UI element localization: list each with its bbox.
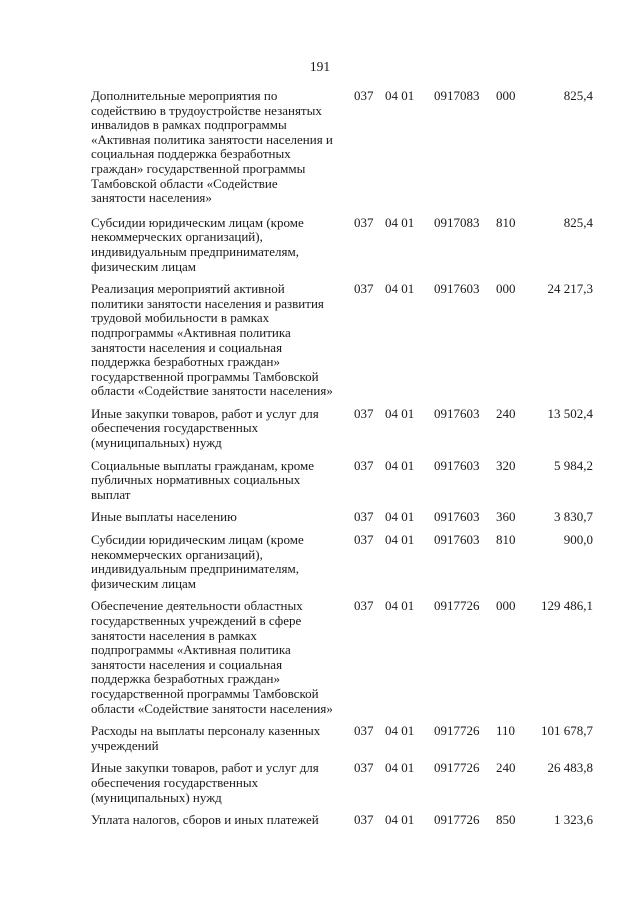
expense-name-line: некоммерческих организаций), xyxy=(91,546,263,562)
expense-name-line: занятости населения в рамках xyxy=(91,627,257,643)
expense-name-line: Иные закупки товаров, работ и услуг для xyxy=(91,405,319,421)
expense-name-line: поддержка безработных граждан» xyxy=(91,671,280,687)
table-row xyxy=(91,599,593,716)
ministry-code: 037 xyxy=(354,88,374,103)
expense-name-line: государственной программы Тамбовской xyxy=(91,685,319,701)
section-code: 04 01 xyxy=(385,214,415,230)
ministry-code: 037 xyxy=(354,598,374,614)
amount-value: 13 502,4 xyxy=(547,405,593,421)
section-code: 04 01 xyxy=(385,598,415,614)
expense-name-line: политики занятости населения и развития xyxy=(91,295,324,311)
table-row xyxy=(91,407,593,451)
expense-name xyxy=(91,813,349,828)
section-code: 04 01 xyxy=(385,281,415,297)
expense-name-line: государственных учреждений в сфере xyxy=(91,613,302,628)
page-number: 191 xyxy=(309,59,331,74)
table-row xyxy=(91,510,593,525)
section-code: 04 01 xyxy=(385,532,415,548)
section-code: 04 01 xyxy=(385,812,415,828)
amount-value: 1 323,6 xyxy=(554,812,593,828)
table-row xyxy=(91,89,593,206)
expense-name xyxy=(91,761,349,805)
expense-name-line: Социальные выплаты гражданам, кроме xyxy=(91,457,314,473)
expense-type-code: 320 xyxy=(496,457,516,473)
section-code: 04 01 xyxy=(385,509,415,525)
expense-name-line: Обеспечение деятельности областных xyxy=(91,598,303,614)
table-row xyxy=(91,533,593,591)
expense-name-line: Субсидии юридическим лицам (кроме xyxy=(91,532,304,548)
ministry-code: 037 xyxy=(354,723,374,739)
expense-type-code: 110 xyxy=(496,723,516,739)
ministry-code: 037 xyxy=(354,760,374,776)
table-row xyxy=(91,761,593,805)
amount-value: 900,0 xyxy=(563,532,593,548)
amount-value: 5 984,2 xyxy=(554,457,593,473)
expense-name xyxy=(91,89,349,206)
table-row xyxy=(91,813,593,828)
amount-value: 26 483,8 xyxy=(547,760,593,776)
amount-value: 24 217,3 xyxy=(547,281,593,297)
article-code: 0917603 xyxy=(434,281,480,297)
expense-name-line: индивидуальным предпринимателям, xyxy=(91,561,299,577)
article-code: 0917726 xyxy=(434,812,480,828)
expense-name-line: Субсидии юридическим лицам (кроме xyxy=(91,214,304,230)
ministry-code: 037 xyxy=(354,509,374,525)
expense-name-line: физическим лицам xyxy=(91,258,197,274)
expense-type-code: 360 xyxy=(496,509,516,525)
expense-name-line: Уплата налогов, сборов и иных платежей xyxy=(91,812,319,828)
expense-name xyxy=(91,216,349,274)
expense-type-code: 000 xyxy=(496,88,516,103)
expense-name xyxy=(91,510,349,525)
table-row xyxy=(91,724,593,753)
expense-name-line: социальная поддержка безработных xyxy=(91,146,291,162)
expense-name-line: области «Содействие занятости населения» xyxy=(91,700,333,716)
expense-name-line: выплат xyxy=(91,486,131,502)
expense-name-line: (муниципальных) нужд xyxy=(91,435,222,451)
ministry-code: 037 xyxy=(354,281,374,297)
expense-name-line: Иные выплаты населению xyxy=(91,509,237,525)
article-code: 0917726 xyxy=(434,760,480,776)
expense-name-line: индивидуальным предпринимателям, xyxy=(91,243,299,259)
ministry-code: 037 xyxy=(354,214,374,230)
section-code: 04 01 xyxy=(385,457,415,473)
expense-name xyxy=(91,282,349,399)
expense-type-code: 810 xyxy=(496,532,516,548)
expense-name-line: Иные закупки товаров, работ и услуг для xyxy=(91,760,319,776)
expense-name-line: Реализация мероприятий активной xyxy=(91,281,285,297)
table-row xyxy=(91,282,593,399)
expense-name-line: граждан» государственной программы xyxy=(91,160,306,176)
expense-name-line: занятости населения и социальная xyxy=(91,656,283,672)
amount-value: 825,4 xyxy=(563,214,593,230)
section-code: 04 01 xyxy=(385,88,415,103)
expense-name-line: государственной программы Тамбовской xyxy=(91,368,319,384)
expense-type-code: 240 xyxy=(496,760,516,776)
amount-value: 825,4 xyxy=(563,88,593,103)
expense-name xyxy=(91,599,349,716)
article-code: 0917603 xyxy=(434,457,480,473)
amount-value: 129 486,1 xyxy=(541,598,593,614)
expense-name xyxy=(91,724,349,753)
article-code: 0917603 xyxy=(434,509,480,525)
expense-name-line: Расходы на выплаты персоналу казенных xyxy=(91,723,321,739)
expense-type-code: 000 xyxy=(496,281,516,297)
expense-name-line: поддержка безработных граждан» xyxy=(91,354,280,370)
article-code: 0917726 xyxy=(434,598,480,614)
expense-name-line: физическим лицам xyxy=(91,575,197,591)
section-code: 04 01 xyxy=(385,723,415,739)
ministry-code: 037 xyxy=(354,405,374,421)
article-code: 0917603 xyxy=(434,405,480,421)
expense-name xyxy=(91,459,349,503)
expense-name-line: «Активная политика занятости населения и xyxy=(91,131,333,147)
budget-table xyxy=(91,89,593,828)
expense-name-line: учреждений xyxy=(91,737,159,753)
expense-name-line: занятости населения и социальная xyxy=(91,339,283,355)
expense-name xyxy=(91,533,349,591)
article-code: 0917603 xyxy=(434,532,480,548)
article-code: 0917083 xyxy=(434,88,480,103)
ministry-code: 037 xyxy=(354,532,374,548)
expense-name-line: инвалидов в рамках подпрограммы xyxy=(91,117,287,133)
expense-type-code: 850 xyxy=(496,812,516,828)
expense-name-line: публичных нормативных социальных xyxy=(91,472,301,488)
expense-name-line: подпрограммы «Активная политика xyxy=(91,642,291,658)
amount-value: 3 830,7 xyxy=(554,509,593,525)
expense-name-line: трудовой мобильности в рамках xyxy=(91,310,270,326)
expense-name-line: обеспечения государственных xyxy=(91,420,259,436)
expense-type-code: 240 xyxy=(496,405,516,421)
table-row xyxy=(91,216,593,274)
expense-name-line: содействию в трудоустройстве незанятых xyxy=(91,102,322,118)
expense-name-line: занятости населения» xyxy=(91,190,212,206)
article-code: 0917726 xyxy=(434,723,480,739)
expense-name-line: обеспечения государственных xyxy=(91,774,259,790)
expense-name-line: Тамбовской области «Содействие xyxy=(91,175,278,191)
expense-name-line: некоммерческих организаций), xyxy=(91,229,263,245)
section-code: 04 01 xyxy=(385,405,415,421)
article-code: 0917083 xyxy=(434,214,480,230)
expense-name-line: Дополнительные мероприятия по xyxy=(91,88,278,103)
amount-value: 101 678,7 xyxy=(541,723,593,739)
ministry-code: 037 xyxy=(354,457,374,473)
expense-name-line: (муниципальных) нужд xyxy=(91,789,222,805)
expense-name-line: области «Содействие занятости населения» xyxy=(91,383,333,399)
expense-type-code: 000 xyxy=(496,598,516,614)
expense-name-line: подпрограммы «Активная политика xyxy=(91,324,291,340)
section-code: 04 01 xyxy=(385,760,415,776)
expense-name xyxy=(91,407,349,451)
table-row xyxy=(91,459,593,503)
expense-type-code: 810 xyxy=(496,214,516,230)
ministry-code: 037 xyxy=(354,812,374,828)
